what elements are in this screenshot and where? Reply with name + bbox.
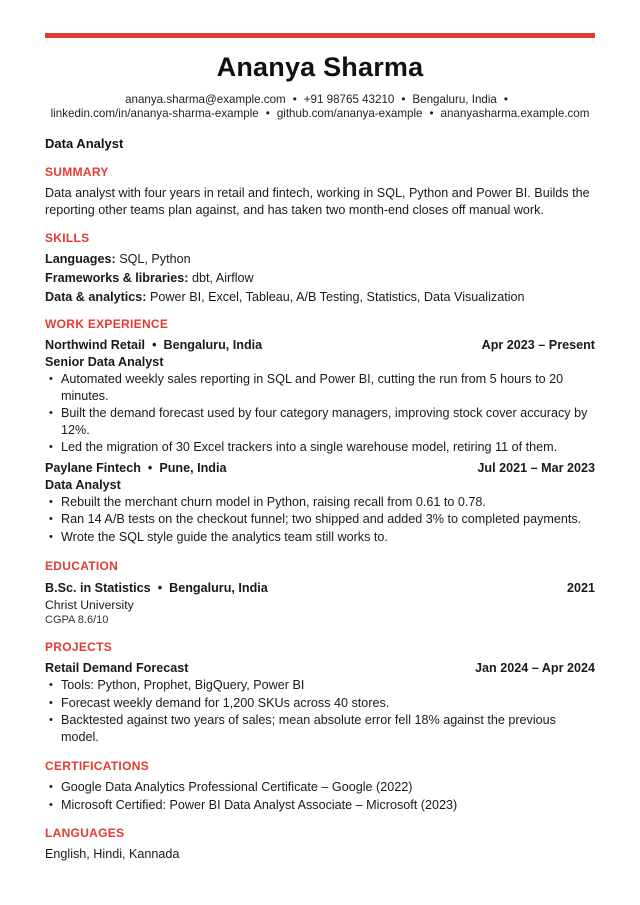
list-item: • Backtested against two years of sales; mean absolute error fell 18% against the previous model. <box>45 712 595 745</box>
list-item: • Rebuilt the merchant churn model in Python, raising recall from 0.61 to 0.78. <box>45 494 595 511</box>
website-link[interactable]: ananyasharma.example.com <box>440 107 590 120</box>
linkedin-link[interactable]: linkedin.com/in/ananya-sharma-example <box>50 107 259 120</box>
education-location: Bengaluru, India <box>169 581 268 595</box>
projects-section <box>45 640 595 746</box>
list-item: • Led the migration of 30 Excel trackers into a single warehouse model, retiring 11 of them. <box>45 439 595 456</box>
certifications-section <box>45 759 595 814</box>
skill-row <box>45 269 595 288</box>
contact-line-2 <box>45 107 595 120</box>
section-title: PROJECTS <box>45 640 113 654</box>
separator: • <box>503 93 508 106</box>
skill-label: Frameworks & libraries: <box>45 271 189 285</box>
separator: • <box>265 107 270 120</box>
project-bullets <box>45 677 595 745</box>
summary-text: Data analyst with four years in retail and fintech, working in SQL, Python and Power BI. Builds the reporting other teams plan against, and has taken two month-end closes off manual work. <box>45 186 590 217</box>
job-entry <box>45 337 595 456</box>
list-item: • Wrote the SQL style guide the analytics team still works to. <box>45 529 595 546</box>
company-name: Northwind Retail <box>45 338 146 352</box>
skill-row <box>45 250 595 269</box>
job-dates: Apr 2023 – Present <box>481 338 595 352</box>
list-item: • Ran 14 A/B tests on the checkout funnel; two shipped and added 3% to completed payments. <box>45 511 595 528</box>
phone-number: +91 98765 43210 <box>303 93 395 106</box>
company-name: Paylane Fintech <box>45 460 141 475</box>
list-item: • Forecast weekly demand for 1,200 SKUs across 40 stores. <box>45 695 595 712</box>
job-position: Data Analyst <box>45 477 121 492</box>
list-item: • Automated weekly sales reporting in SQL and Power BI, cutting the run from 5 hours to 20 minutes. <box>45 371 595 404</box>
job-location: Pune, India <box>159 460 227 475</box>
skills-section <box>45 231 595 307</box>
languages-text: English, Hindi, Kannada <box>45 847 180 861</box>
list-item: • Built the demand forecast used by four category managers, improving stock cover accuracy by 12%. <box>45 405 595 438</box>
separator: • <box>292 93 297 106</box>
skill-value: Power BI, Excel, Tableau, A/B Testing, Statistics, Data Visualization <box>150 290 525 304</box>
skill-label: Languages: <box>45 252 116 266</box>
project-name: Retail Demand Forecast <box>45 661 189 675</box>
graduation-year: 2021 <box>566 581 595 595</box>
section-title: CERTIFICATIONS <box>45 759 149 773</box>
location: Bengaluru, India <box>412 93 497 106</box>
section-title: SKILLS <box>45 231 90 245</box>
job-header <box>45 460 595 477</box>
job-position: Senior Data Analyst <box>45 355 164 369</box>
job-entry <box>45 460 595 546</box>
summary-section <box>45 165 595 219</box>
top-accent-rule <box>45 33 595 38</box>
degree: B.Sc. in Statistics <box>45 581 151 595</box>
list-item: • Google Data Analytics Professional Certificate – Google (2022) <box>45 779 595 796</box>
school-name: Christ University <box>45 598 134 612</box>
project-header <box>45 660 595 677</box>
skill-row <box>45 288 595 307</box>
contact-line-1 <box>45 93 595 106</box>
job-location: Bengaluru, India <box>163 338 263 352</box>
job-bullets <box>45 371 595 456</box>
separator: • <box>152 338 157 352</box>
section-title: EDUCATION <box>45 559 119 573</box>
project-dates: Jan 2024 – Apr 2024 <box>475 661 595 675</box>
job-bullets <box>45 494 595 546</box>
experience-section <box>45 317 595 546</box>
section-title: WORK EXPERIENCE <box>45 317 169 331</box>
languages-section <box>45 826 595 863</box>
separator: • <box>401 93 406 106</box>
target-role: Data Analyst <box>45 136 124 151</box>
separator: • <box>147 460 153 475</box>
job-dates: Jul 2021 – Mar 2023 <box>477 460 595 475</box>
education-section <box>45 559 595 628</box>
list-item: • Tools: Python, Prophet, BigQuery, Power BI <box>45 677 595 694</box>
education-header <box>45 580 595 597</box>
separator: • <box>157 581 163 595</box>
skill-label: Data & analytics: <box>45 290 147 304</box>
grade: CGPA 8.6/10 <box>45 614 109 626</box>
separator: • <box>429 107 434 120</box>
github-link[interactable]: github.com/ananya-example <box>276 107 423 120</box>
section-title: SUMMARY <box>45 165 109 179</box>
skill-value: dbt, Airflow <box>192 271 254 285</box>
job-header <box>45 337 595 354</box>
candidate-name: Ananya Sharma <box>216 52 424 82</box>
certification-list <box>45 779 595 813</box>
section-title: LANGUAGES <box>45 826 125 840</box>
skill-value: SQL, Python <box>119 252 191 266</box>
list-item: • Microsoft Certified: Power BI Data Analyst Associate – Microsoft (2023) <box>45 797 595 814</box>
email-link[interactable]: ananya.sharma@example.com <box>125 93 286 106</box>
